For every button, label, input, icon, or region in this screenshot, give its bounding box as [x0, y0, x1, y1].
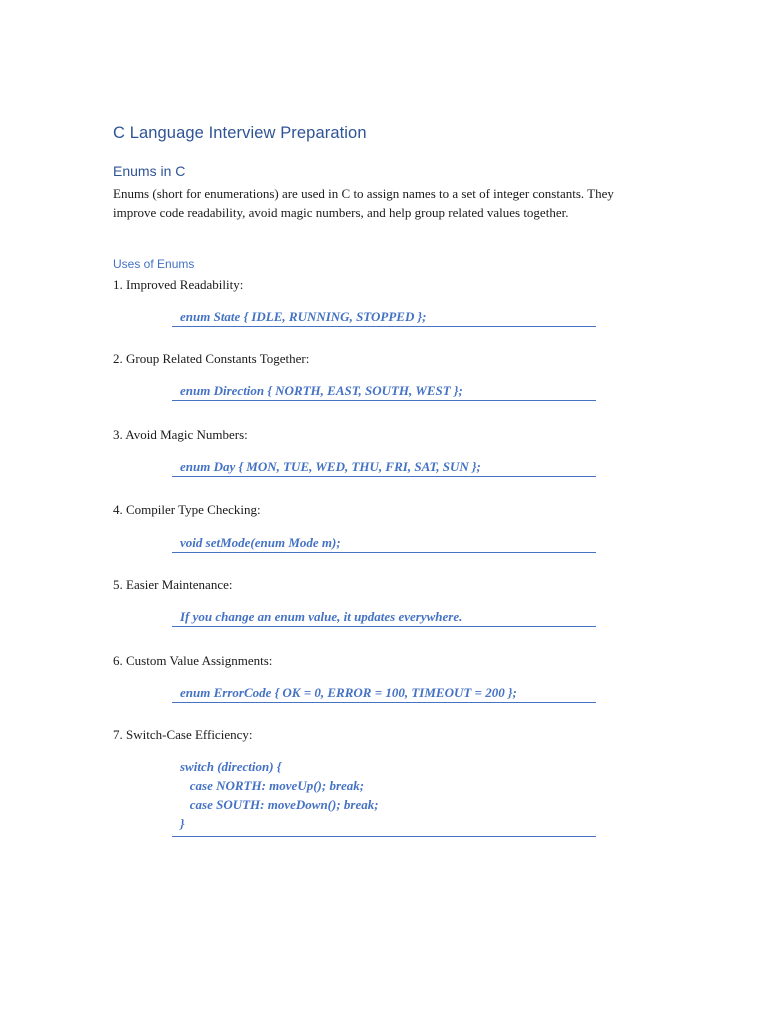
item-label-5: 5. Easier Maintenance: [113, 577, 233, 592]
item-label-1: 1. Improved Readability: [113, 277, 244, 292]
item-label-6: 6. Custom Value Assignments: [113, 653, 273, 668]
code-line: If you change an enum value, it updates everywhere. [180, 609, 463, 624]
code-line: enum State { IDLE, RUNNING, STOPPED }; [180, 309, 427, 324]
code-line: void setMode(enum Mode m); [180, 535, 341, 550]
code-block-1 [172, 307, 596, 327]
code-line: enum Direction { NORTH, EAST, SOUTH, WEST }; [180, 383, 463, 398]
document-title: C Language Interview Preparation [113, 124, 367, 142]
code-block-7 [172, 757, 596, 837]
code-line: case SOUTH: moveDown(); break; [180, 797, 379, 812]
code-block-2 [172, 381, 596, 401]
item-label-4: 4. Compiler Type Checking: [113, 502, 261, 517]
code-block-4 [172, 533, 596, 553]
code-line: case NORTH: moveUp(); break; [180, 778, 365, 793]
item-label-3: 3. Avoid Magic Numbers: [113, 427, 248, 442]
code-line: } [180, 816, 185, 831]
intro-paragraph: Enums (short for enumerations) are used in C to assign names to a set of integer constants. They improve code readability, avoid magic numbers, and help group related values together. [113, 186, 614, 221]
code-block-6 [172, 683, 596, 703]
code-block-5 [172, 607, 596, 627]
code-line: switch (direction) { [180, 759, 282, 774]
item-label-2: 2. Group Related Constants Together: [113, 351, 310, 366]
section-heading: Enums in C [113, 163, 186, 179]
item-label-7: 7. Switch-Case Efficiency: [113, 727, 253, 742]
code-line: enum Day { MON, TUE, WED, THU, FRI, SAT, SUN }; [180, 459, 481, 474]
code-block-3 [172, 457, 596, 477]
uses-subheading: Uses of Enums [113, 257, 195, 271]
code-line: enum ErrorCode { OK = 0, ERROR = 100, TIMEOUT = 200 }; [180, 685, 517, 700]
